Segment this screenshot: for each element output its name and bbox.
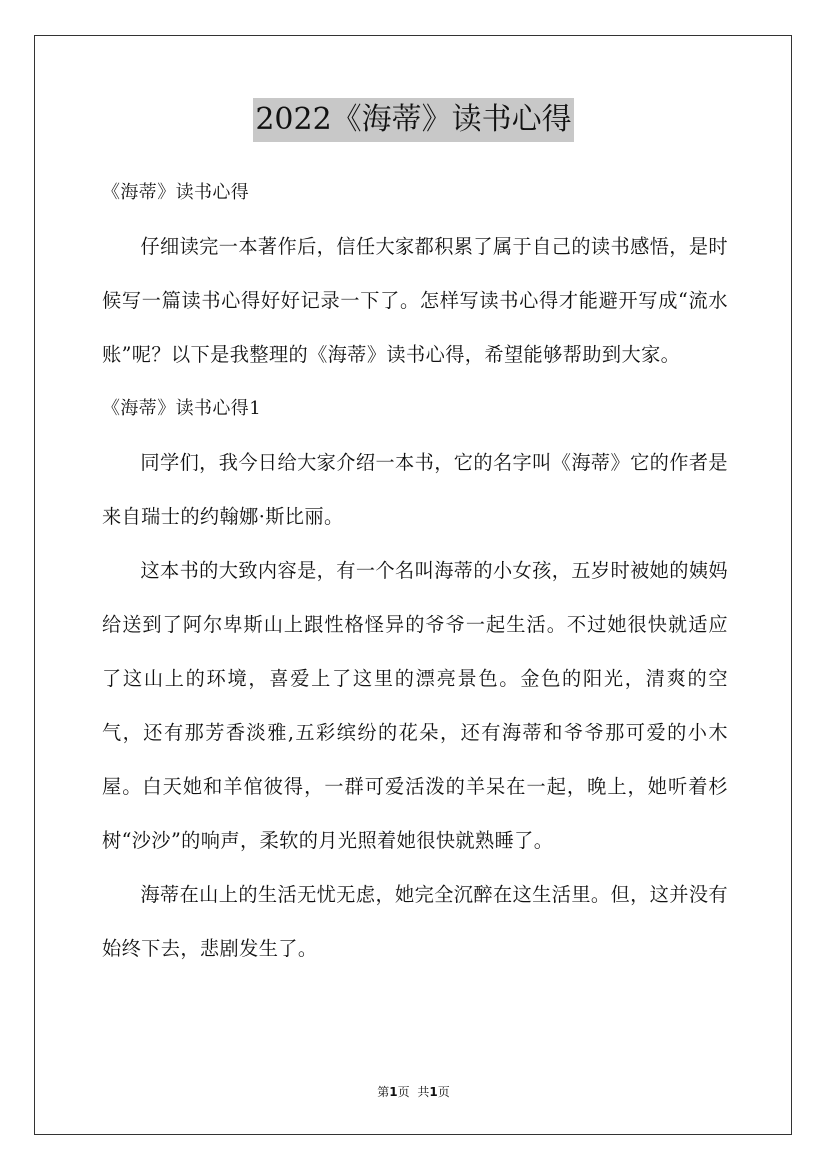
section-heading: 《海蒂》读书心得	[102, 182, 250, 203]
document-title: 2022《海蒂》读书心得	[253, 98, 573, 142]
page-prefix: 第	[377, 1085, 390, 1099]
title-container	[0, 98, 827, 142]
total-suffix: 页	[437, 1085, 450, 1099]
body-paragraph: 海蒂在山上的生活无忧无虑，她完全沉醉在这生活里。但，这并没有始终下去，悲剧发生了。	[102, 883, 729, 960]
page-number: 1	[389, 1085, 398, 1099]
section-heading: 《海蒂》读书心得1	[102, 398, 262, 419]
body-paragraph: 仔细读完一本著作后，信任大家都积累了属于自己的读书感悟，是时候写一篇读书心得好好记录一下了。怎样写读书心得才能避开写成“流水账”呢？以下是我整理的《海蒂》读书心得，希望能够帮助到大家。	[102, 235, 729, 366]
total-pages: 1	[429, 1085, 438, 1099]
body-paragraph: 同学们，我今日给大家介绍一本书，它的名字叫《海蒂》它的作者是来自瑞士的约翰娜·斯比丽。	[102, 451, 729, 528]
total-prefix: 共	[417, 1085, 430, 1099]
page-suffix: 页	[397, 1085, 410, 1099]
document-body	[102, 166, 728, 976]
body-paragraph: 这本书的大致内容是，有一个名叫海蒂的小女孩，五岁时被她的姨妈给送到了阿尔卑斯山上跟性格怪异的爷爷一起生活。不过她很快就适应了这山上的环境，喜爱上了这里的漂亮景色。金色的阳光，清爽的空气，还有那芳香淡雅,五彩缤纷的花朵，还有海蒂和爷爷那可爱的小木屋。白天她和羊倌彼得，一群可爱活泼的羊呆在一起，晚上，她听着杉树“沙沙”的响声，柔软的月光照着她很快就熟睡了。	[102, 559, 729, 852]
page-footer	[0, 1082, 827, 1102]
